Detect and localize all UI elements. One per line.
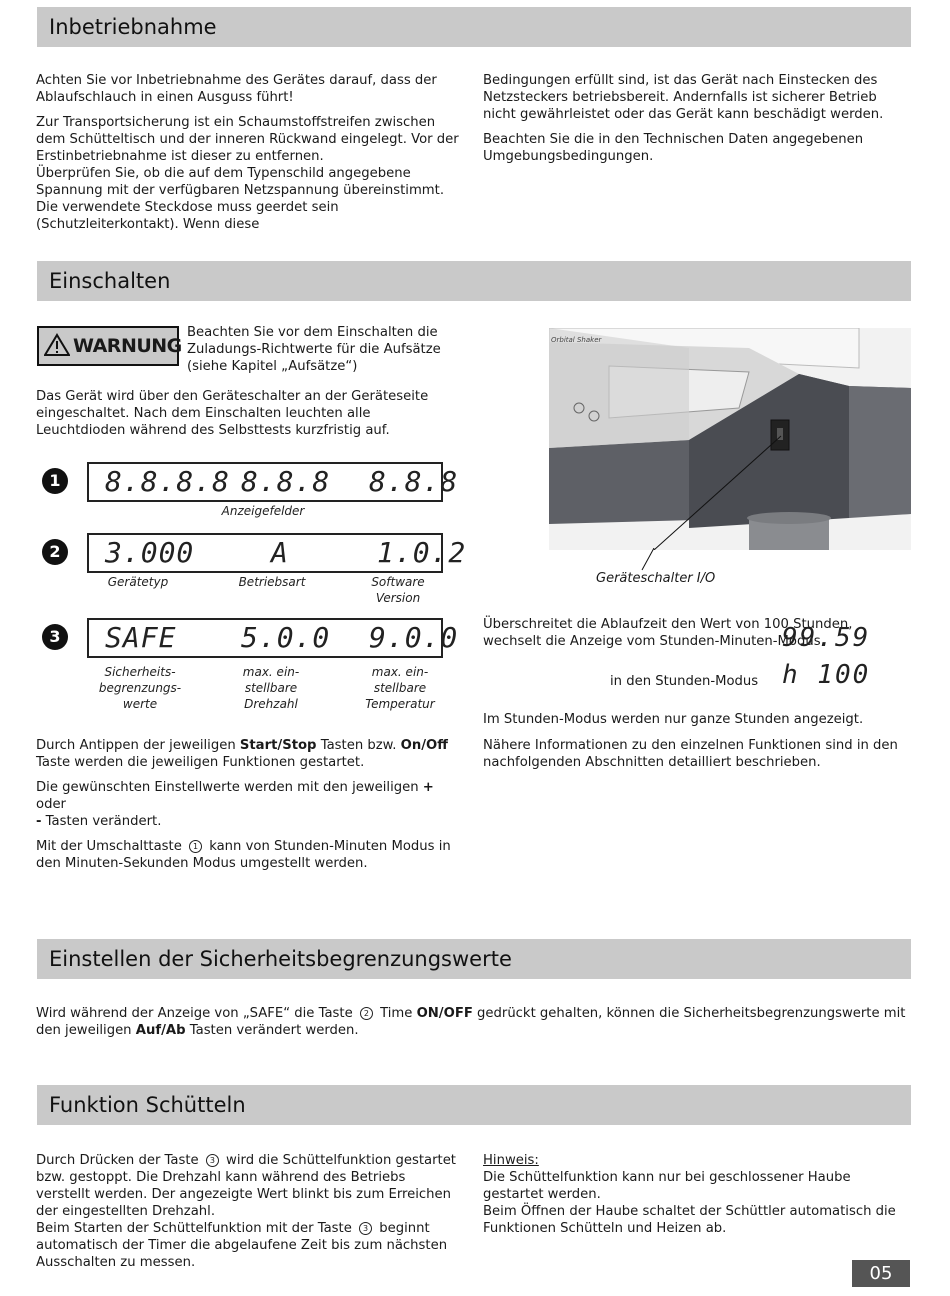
- section-header-einschalten: [37, 261, 911, 301]
- display-value: 8.8.8: [369, 465, 459, 498]
- photo-caption: Geräteschalter I/O: [596, 571, 716, 586]
- step-number-3: 3: [42, 624, 68, 650]
- display-hours: h 100: [782, 660, 871, 690]
- display-hours-minutes: 99.59: [782, 623, 871, 653]
- paragraph-ablaufzeit: Überschreitet die Ablaufzeit den Wert von 100 Stunden, wechselt die Anzeige vom Stunden-Minuten-Modus: [483, 617, 853, 649]
- warning-box: [37, 326, 182, 366]
- paragraph-start-stop: Durch Antippen der jeweiligen Start/Stop Tasten bzw. On/Off Taste werden die jeweiligen Funktionen gestartet.: [36, 738, 448, 770]
- display-caption: Betriebsart: [238, 575, 306, 589]
- paragraph: Beim Starten der Schüttelfunktion mit der Taste 3 beginnt automatisch der Timer die abgelaufene Zeit bis zum nächsten Ausschalten zu messen.: [36, 1221, 448, 1270]
- display-value: A: [271, 536, 289, 569]
- display-value: 9.0.0: [369, 621, 459, 654]
- callout-line: [640, 548, 660, 572]
- page-number: 05: [852, 1260, 910, 1287]
- display-value: 3.000: [105, 536, 195, 569]
- device-photo: [549, 328, 911, 550]
- display-value: 1.0.2: [377, 536, 467, 569]
- paragraph: Überprüfen Sie, ob die auf dem Typenschild angegebene Spannung mit der verfügbaren Netzspannung übereinstimmt. Die verwendete Steckdose muss geerdet sein (Schutzleiterkontakt). Wenn diese: [36, 166, 445, 232]
- warning-triangle-icon: [44, 333, 70, 357]
- display-panel-1: [87, 462, 459, 502]
- display-value: 5.0.0: [241, 621, 331, 654]
- paragraph: Durch Drücken der Taste 3 wird die Schüttelfunktion gestartet bzw. gestoppt. Die Drehzahl kann während des Betriebs verstellt werden. Der angezeigte Wert blinkt bis zum Erreichen der eingestellten Drehzahl.: [36, 1153, 456, 1219]
- warning-label: WARNUNG: [73, 335, 182, 357]
- paragraph: Zur Transportsicherung ist ein Schaumstoffstreifen zwischen dem Schütteltisch und der inneren Rückwand eingelegt. Vor der Erstinbetriebnahme ist dieser zu entfernen.: [36, 115, 459, 164]
- section-title: Funktion Schütteln: [49, 1093, 246, 1117]
- display-value: SAFE: [105, 621, 177, 654]
- einschalten-intro: Das Gerät wird über den Geräteschalter an der Geräteseite eingeschaltet. Nach dem Einschalten leuchten alle Leuchtdioden während des Selbsttests kurzfristig auf.: [36, 389, 429, 438]
- section-title: Einstellen der Sicherheitsbegrenzungswerte: [49, 947, 512, 971]
- display-panel-2: [87, 533, 467, 573]
- paragraph-ganze-stunden: Im Stunden-Modus werden nur ganze Stunden angezeigt.: [483, 712, 864, 727]
- device-brand-label: Orbital Shaker: [551, 336, 602, 344]
- schuetteln-left-column: [36, 1152, 460, 1271]
- section-header-sicherheit: [37, 939, 911, 979]
- step-number-2: 2: [42, 539, 68, 565]
- paragraph: Achten Sie vor Inbetriebnahme des Gerätes darauf, dass der Ablaufschlauch in einen Ausguss führt!: [36, 73, 437, 105]
- key-number-icon: 2: [360, 1007, 373, 1020]
- display-caption: Sicherheits-begrenzungs-werte: [98, 665, 182, 711]
- paragraph: Beachten Sie die in den Technischen Daten angegebenen Umgebungsbedingungen.: [483, 132, 864, 164]
- display-caption: max. ein-stellbare Drehzahl: [242, 665, 300, 711]
- paragraph: Beim Öffnen der Haube schaltet der Schüttler automatisch die Funktionen Schütteln und Heizen ab.: [483, 1204, 896, 1236]
- display-caption: Software Version: [371, 575, 425, 605]
- paragraph-naehere-info: Nähere Informationen zu den einzelnen Funktionen sind in den nachfolgenden Abschnitten detailliert beschrieben.: [483, 738, 898, 770]
- key-number-icon: 3: [206, 1154, 219, 1167]
- display-value: 8.8.8: [241, 465, 331, 498]
- paragraph-sicherheit: Wird während der Anzeige von „SAFE“ die Taste 2 Time ON/OFF gedrückt gehalten, können die Sicherheitsbegrenzungswerte mit den jeweiligen Auf/Ab Tasten verändert werden.: [36, 1006, 906, 1038]
- paragraph-stunden-modus: in den Stunden-Modus: [610, 674, 759, 689]
- paragraph-plus-minus: Die gewünschten Einstellwerte werden mit den jeweiligen + oder - Tasten verändert.: [36, 780, 434, 829]
- hinweis-label: Hinweis:: [483, 1153, 539, 1168]
- paragraph-umschalttaste: Mit der Umschalttaste 1 kann von Stunden-Minuten Modus in den Minuten-Sekunden Modus umgestellt werden.: [36, 839, 451, 871]
- inbetriebnahme-right-column: [483, 72, 907, 165]
- paragraph: Die Schüttelfunktion kann nur bei geschlossener Haube gestartet werden.: [483, 1170, 851, 1202]
- display-caption: Gerätetyp: [107, 575, 169, 589]
- step-number-1: 1: [42, 468, 68, 494]
- schuetteln-right-column: [483, 1152, 909, 1237]
- paragraph: Bedingungen erfüllt sind, ist das Gerät nach Einstecken des Netzsteckers betriebsbereit. Andernfalls ist sicherer Betrieb nicht gewährleistet oder das Gerät kann beschädigt werden.: [483, 73, 884, 122]
- section-header-inbetriebnahme: [37, 7, 911, 47]
- einschalten-instructions: [36, 737, 464, 872]
- inbetriebnahme-left-column: [36, 72, 460, 233]
- section-title: Inbetriebnahme: [49, 15, 217, 39]
- display-panel-3: [87, 618, 459, 658]
- display-caption: max. ein-stellbare Temperatur: [365, 665, 435, 711]
- display-caption: Anzeigefelder: [221, 504, 305, 518]
- display-value: 8.8.8.8: [105, 465, 231, 498]
- key-number-icon: 1: [189, 840, 202, 853]
- shaker-device-illustration: [549, 328, 911, 550]
- section-title: Einschalten: [49, 269, 171, 293]
- section-header-schuetteln: [37, 1085, 911, 1125]
- warning-text: Beachten Sie vor dem Einschalten die Zuladungs-Richtwerte für die Aufsätze (siehe Kapitel „Aufsätze“): [187, 325, 441, 374]
- key-number-icon: 3: [359, 1222, 372, 1235]
